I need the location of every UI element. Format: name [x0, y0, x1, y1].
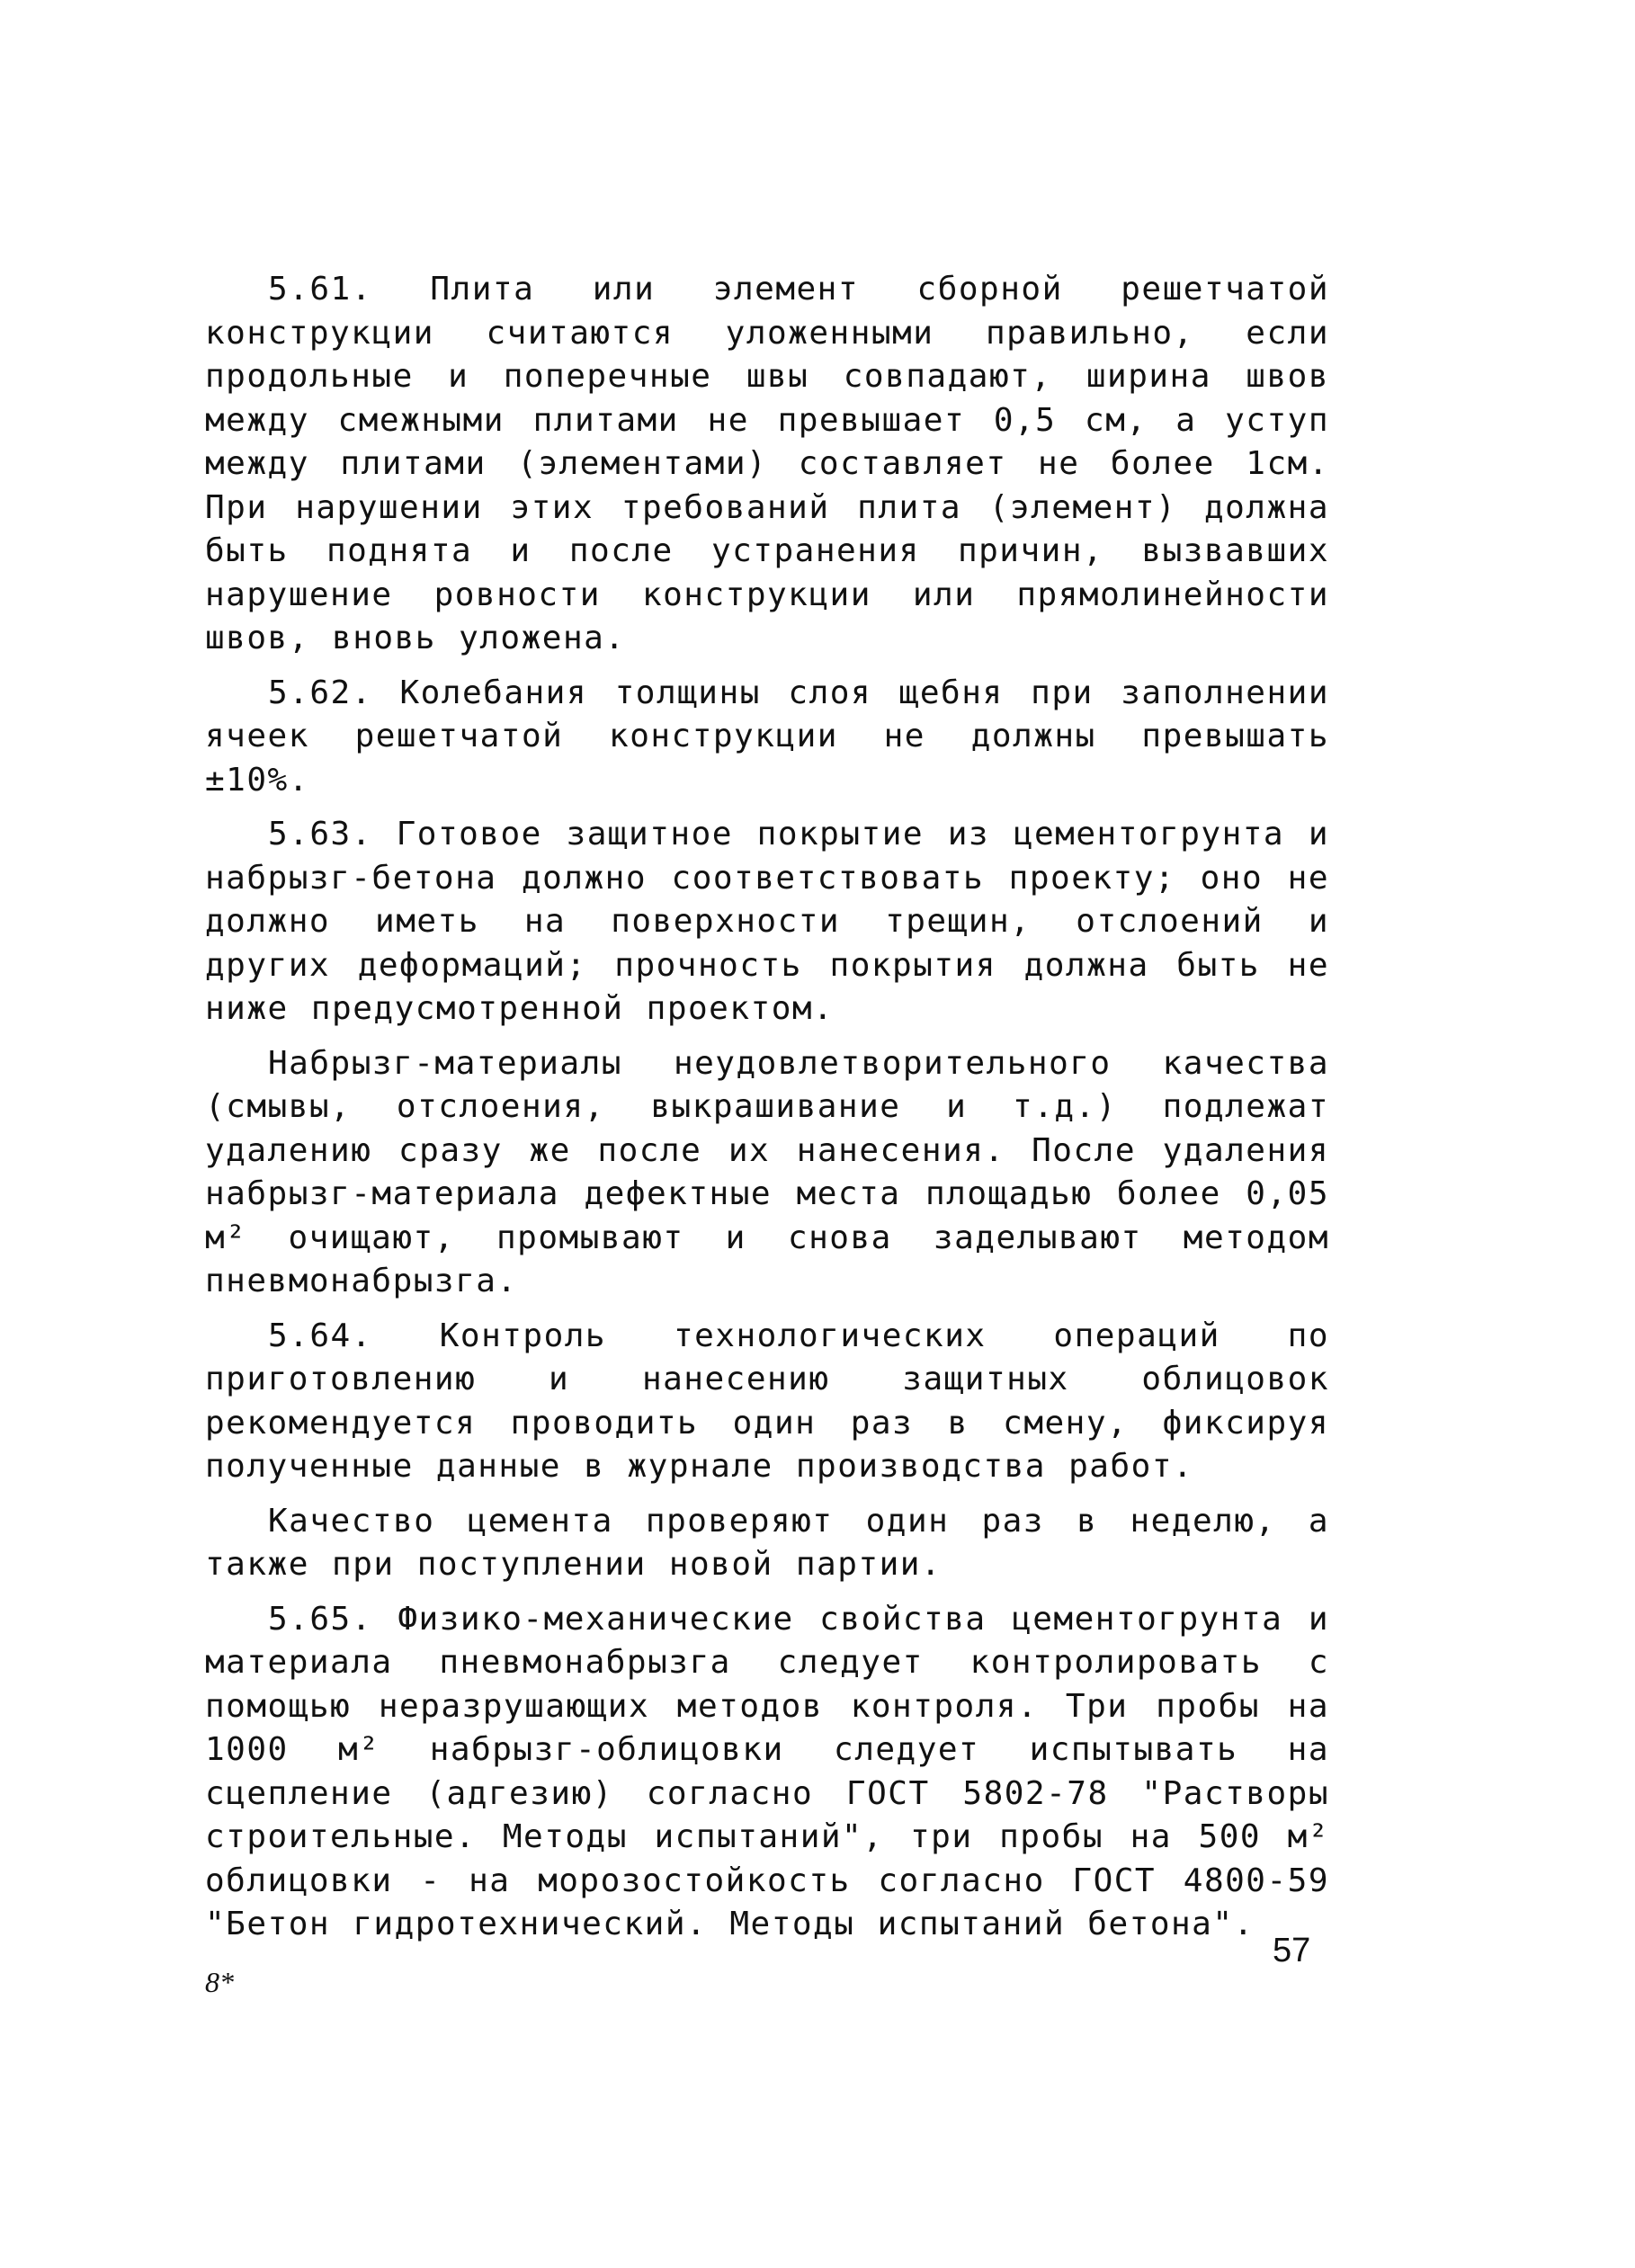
paragraph-cement-quality: Качество цемента проверяют один раз в неделю, а также при поступлении новой партии. — [205, 1502, 1329, 1583]
paragraph-5-64: 5.64. Контроль технологических операций по приготовлению и нанесению защитных облицовок рекомендуется проводить один раз в смену, фиксируя полученные данные в журнале производства работ. — [205, 1317, 1329, 1485]
paragraph-spray-materials: Набрызг-материалы неудовлетворительного качества (смывы, отслоения, выкрашивание и т.д.) подлежат удалению сразу же после их нанесения. После удаления набрызг-материала дефектные места площадью более 0,05 м² очищают, промывают и снова заделывают методом пневмонабрызга. — [205, 1044, 1329, 1299]
body-text — [205, 268, 1329, 1958]
page-number: 57 — [1273, 1932, 1311, 1969]
paragraph-5-65: 5.65. Физико-механические свойства цементогрунта и материала пневмонабрызга следует контролировать с помощью неразрушающих методов контроля. Три пробы на 1000 м² набрызг-облицовки следует испытывать на сцепление (адгезию) согласно ГОСТ 5802-78 "Растворы строительные. Методы испытаний", три пробы на 500 м² облицовки - на морозостойкость согласно ГОСТ 4800-59 "Бетон гидротехнический. Методы испытаний бетона". — [205, 1600, 1329, 1942]
sheet-mark: 8* — [205, 1966, 234, 1998]
paragraph-5-63: 5.63. Готовое защитное покрытие из цементогрунта и набрызг-бетона должно соответствовать проекту; оно не должно иметь на поверхности трещин, отслоений и других деформаций; прочность покрытия должна быть не ниже предусмотренной проектом. — [205, 816, 1329, 1027]
paragraph-5-62: 5.62. Колебания толщины слоя щебня при заполнении ячеек решетчатой конструкции не должны превышать ±10%. — [205, 674, 1329, 799]
paragraph-5-61: 5.61. Плита или элемент сборной решетчатой конструкции считаются уложенными правильно, если продольные и поперечные швы совпадают, ширина швов между смежными плитами не превышает 0,5 см, а уступ между плитами (элементами) составляет не более 1см. При нарушении этих требований плита (элемент) должна быть поднята и после устранения причин, вызвавших нарушение ровности конструкции или прямолинейности швов, вновь уложена. — [205, 271, 1329, 656]
